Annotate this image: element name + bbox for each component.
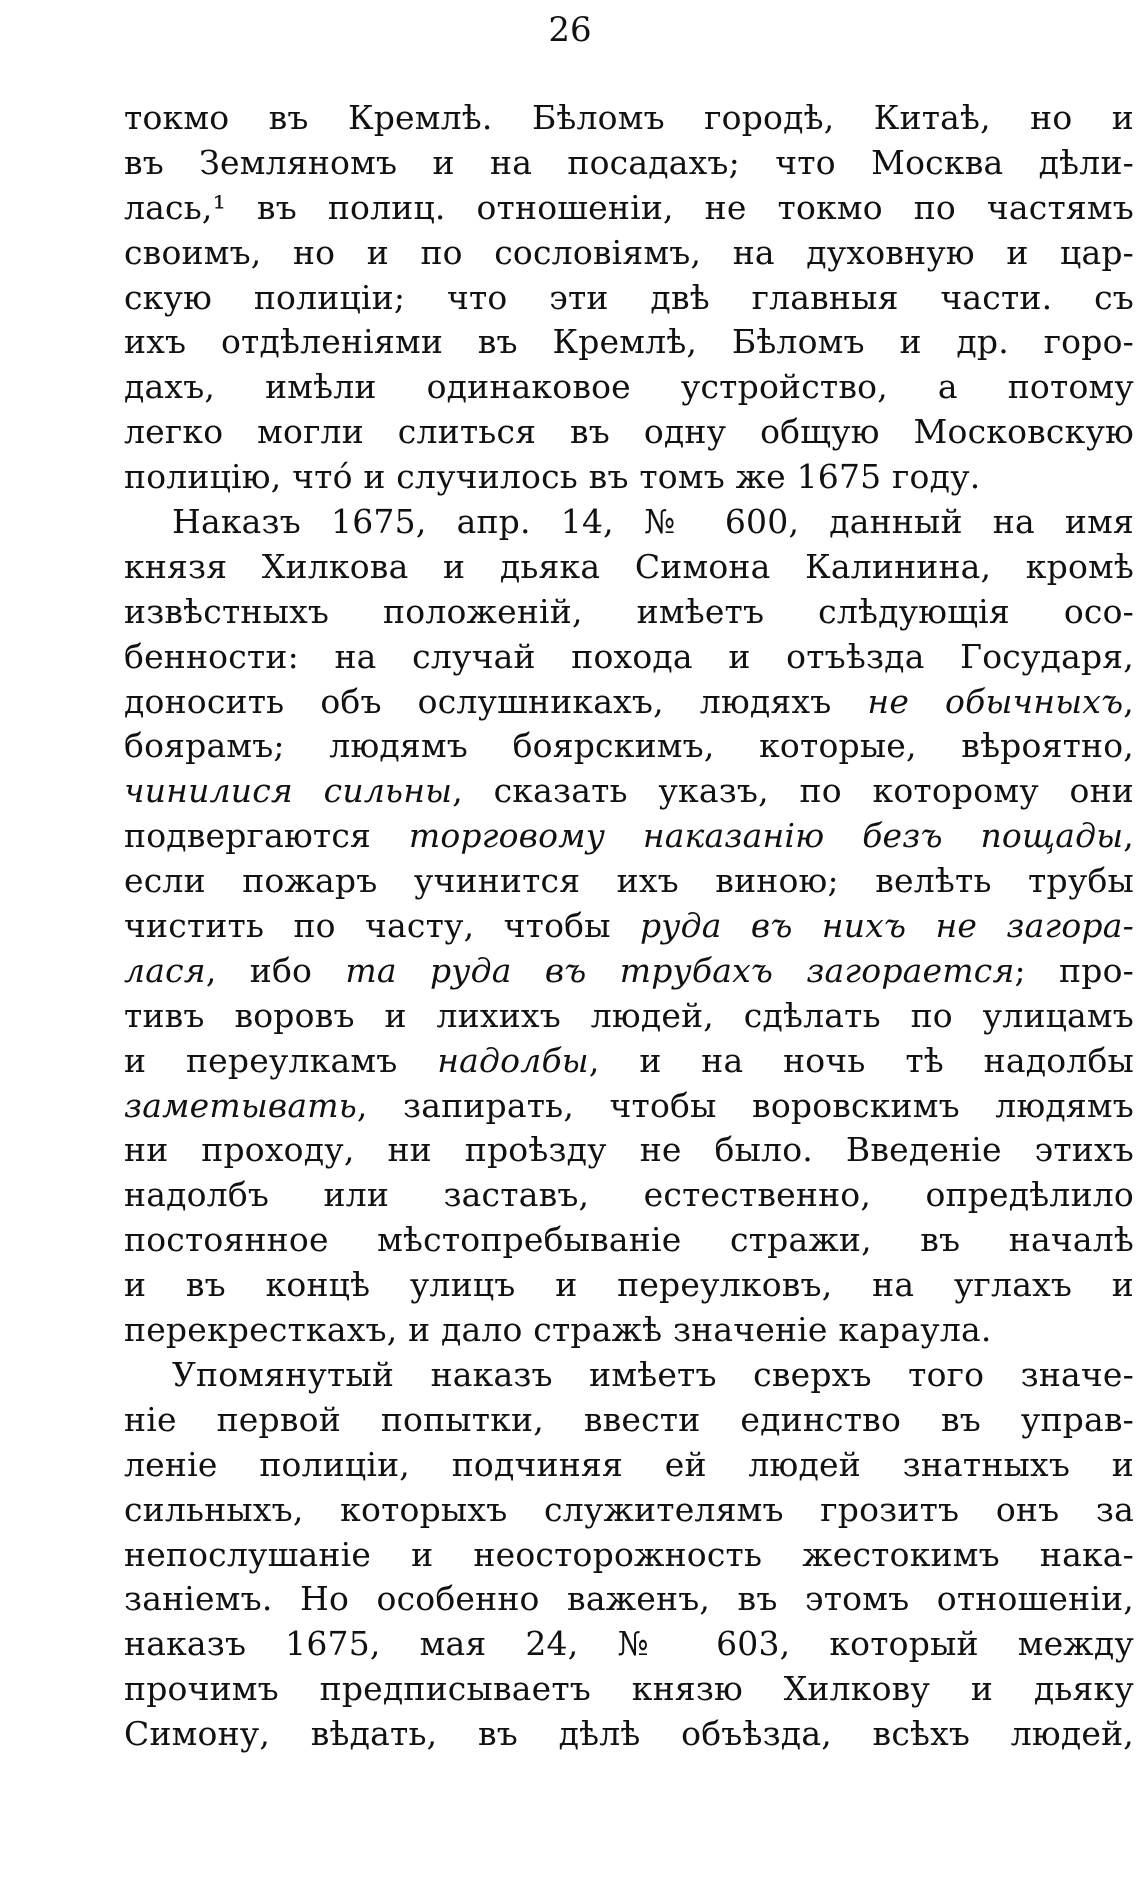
text-line bbox=[124, 1263, 1134, 1308]
text-line bbox=[124, 545, 1134, 590]
text-segment: боярамъ; людямъ боярскимъ, которые, вѣроятно, bbox=[124, 726, 1134, 766]
text-line bbox=[124, 1667, 1134, 1712]
text-line bbox=[124, 1128, 1134, 1173]
text-segment: если пожаръ учинится ихъ виною; велѣть трубы bbox=[124, 861, 1134, 901]
text-line bbox=[124, 1622, 1134, 1667]
italic-text: лася bbox=[124, 950, 206, 990]
italic-text: заметывать bbox=[124, 1085, 357, 1125]
text-line bbox=[124, 1353, 1134, 1398]
text-line bbox=[124, 590, 1134, 635]
text-segment: полицію, чтó и случилось въ томъ же 1675 году. bbox=[124, 457, 981, 497]
text-line bbox=[124, 1084, 1134, 1129]
text-line bbox=[124, 186, 1134, 231]
text-line bbox=[124, 1488, 1134, 1533]
text-line bbox=[124, 500, 1134, 545]
text-line bbox=[124, 1533, 1134, 1578]
text-segment: подвергаются bbox=[124, 816, 409, 856]
text-segment: ; про- bbox=[1014, 950, 1134, 990]
text-segment: , запирать, чтобы воровскимъ людямъ bbox=[356, 1085, 1134, 1125]
text-line bbox=[124, 680, 1134, 725]
text-segment: бенности: на случай похода и отъѣзда Государя, bbox=[124, 636, 1134, 676]
text-line bbox=[124, 904, 1134, 949]
italic-text: та руда въ трубахъ загорается bbox=[345, 950, 1015, 990]
text-line bbox=[124, 320, 1134, 365]
text-segment: сильныхъ, которыхъ служителямъ грозитъ онъ за bbox=[124, 1489, 1134, 1529]
text-segment: , сказать указъ, по которому они bbox=[452, 771, 1134, 811]
body-text bbox=[124, 96, 1134, 1757]
text-line bbox=[124, 455, 1134, 500]
text-segment: Упомянутый наказъ имѣетъ сверхъ того значе- bbox=[172, 1354, 1134, 1394]
text-segment: и въ концѣ улицъ и переулковъ, на углахъ и bbox=[124, 1265, 1134, 1305]
text-segment: прочимъ предписываетъ князю Хилкову и дьяку bbox=[124, 1669, 1134, 1709]
italic-text: чинилися сильны bbox=[124, 771, 453, 811]
text-segment: непослушаніе и неосторожность жестокимъ нака- bbox=[124, 1534, 1134, 1574]
text-segment: въ Земляномъ и на посадахъ; что Москва дѣли- bbox=[124, 142, 1134, 182]
text-segment: ни проходу, ни проѣзду не было. Введеніе этихъ bbox=[124, 1130, 1134, 1170]
text-line bbox=[124, 365, 1134, 410]
text-segment: легко могли слиться въ одну общую Московскую bbox=[124, 412, 1134, 452]
text-line bbox=[124, 1173, 1134, 1218]
text-segment: доносить объ ослушникахъ, людяхъ bbox=[124, 681, 868, 721]
text-line bbox=[124, 1577, 1134, 1622]
text-segment: наказъ 1675, мая 24, № 603, который между bbox=[124, 1624, 1134, 1664]
text-segment: лась,¹ въ полиц. отношеніи, не токмо по частямъ bbox=[124, 187, 1134, 227]
text-segment: Наказъ 1675, апр. 14, № 600, данный на имя bbox=[172, 502, 1134, 542]
text-segment: князя Хилкова и дьяка Симона Калинина, кромѣ bbox=[124, 546, 1134, 586]
text-line bbox=[124, 1308, 1134, 1353]
italic-text: надолбы bbox=[437, 1040, 589, 1080]
text-segment: скую полиціи; что эти двѣ главныя части. съ bbox=[124, 277, 1134, 317]
text-line bbox=[124, 635, 1134, 680]
text-line bbox=[124, 141, 1134, 186]
text-segment: , bbox=[1123, 816, 1134, 856]
text-segment: своимъ, но и по сословіямъ, на духовную и цар- bbox=[124, 232, 1134, 272]
text-segment: надолбъ или заставъ, естественно, опредѣлило bbox=[124, 1175, 1134, 1215]
text-segment: леніе полиціи, подчиняя ей людей знатныхъ и bbox=[124, 1444, 1134, 1484]
text-line bbox=[124, 96, 1134, 141]
text-line bbox=[124, 859, 1134, 904]
italic-text: не обычныхъ bbox=[867, 681, 1124, 721]
text-segment: чистить по часту, чтобы bbox=[124, 906, 640, 946]
text-line bbox=[124, 769, 1134, 814]
text-line bbox=[124, 1712, 1134, 1757]
text-segment: Симону, вѣдать, въ дѣлѣ объѣзда, всѣхъ людей, bbox=[124, 1714, 1134, 1754]
text-line bbox=[124, 231, 1134, 276]
text-segment: заніемъ. Но особенно важенъ, въ этомъ отношеніи, bbox=[124, 1579, 1134, 1619]
page-number: 26 bbox=[548, 10, 592, 50]
italic-text: руда въ нихъ не загора- bbox=[639, 906, 1134, 946]
text-segment: постоянное мѣстопребываніе стражи, въ началѣ bbox=[124, 1220, 1134, 1260]
text-line bbox=[124, 410, 1134, 455]
text-segment: ніе первой попытки, ввести единство въ управ- bbox=[124, 1399, 1134, 1439]
text-segment: ихъ отдѣленіями въ Кремлѣ, Бѣломъ и др. горо- bbox=[124, 322, 1134, 362]
text-segment: токмо въ Кремлѣ. Бѣломъ городѣ, Китаѣ, но и bbox=[124, 98, 1134, 137]
text-line bbox=[124, 1443, 1134, 1488]
text-line bbox=[124, 1218, 1134, 1263]
text-segment: , и на ночь тѣ надолбы bbox=[588, 1040, 1134, 1080]
text-line bbox=[124, 949, 1134, 994]
text-segment: перекресткахъ, и дало стражѣ значеніе караула. bbox=[124, 1310, 992, 1350]
text-segment: извѣстныхъ положеній, имѣетъ слѣдующія осо- bbox=[124, 591, 1134, 631]
text-line bbox=[124, 724, 1134, 769]
text-segment: и переулкамъ bbox=[124, 1040, 438, 1080]
text-segment: , ибо bbox=[205, 950, 346, 990]
text-segment: , bbox=[1123, 681, 1134, 721]
italic-text: торговому наказанію безъ пощады bbox=[408, 816, 1124, 856]
text-segment: дахъ, имѣли одинаковое устройство, а потому bbox=[124, 367, 1134, 407]
text-segment: тивъ воровъ и лихихъ людей, сдѣлать по улицамъ bbox=[124, 995, 1134, 1035]
text-line bbox=[124, 814, 1134, 859]
text-line bbox=[124, 1039, 1134, 1084]
text-line bbox=[124, 1398, 1134, 1443]
text-line bbox=[124, 994, 1134, 1039]
text-line bbox=[124, 276, 1134, 321]
